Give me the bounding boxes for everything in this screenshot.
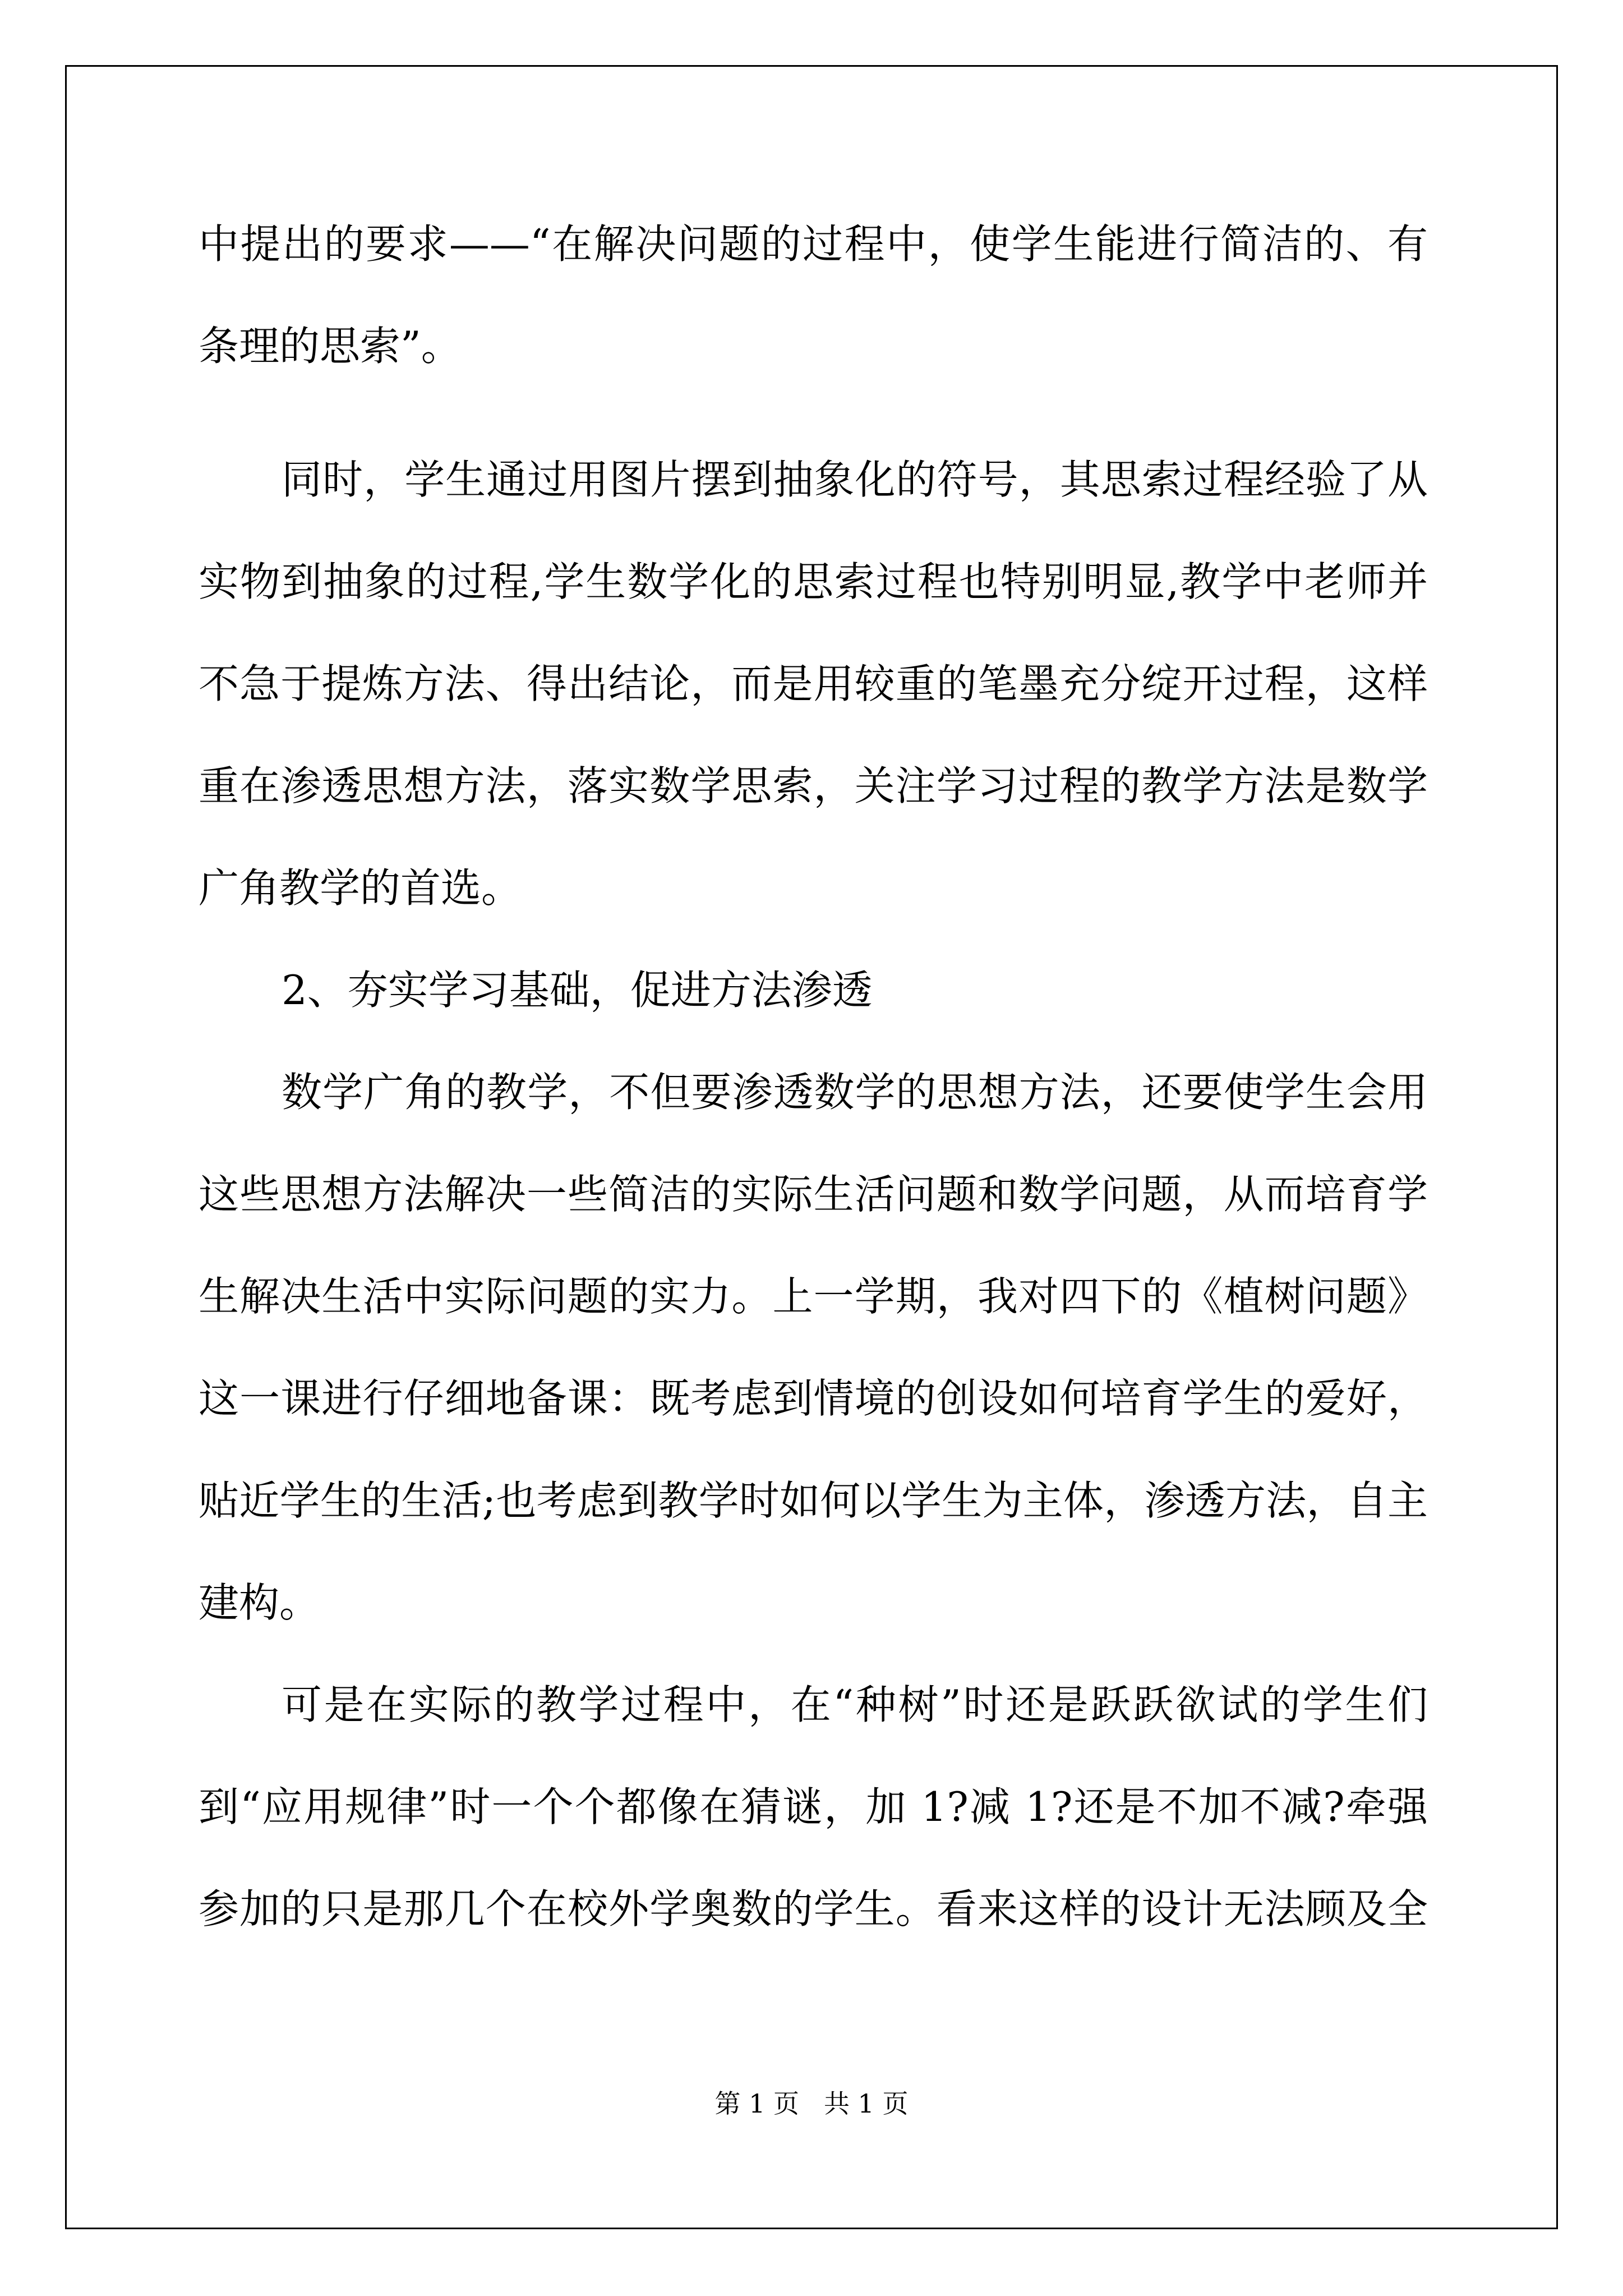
text-line: 贴近学生的生活;也考虑到教学时如何以学生为主体，渗透方法，自主 — [199, 1477, 1428, 1524]
text-line: 不急于提炼方法、得出结论，而是用较重的笔墨充分绽开过程，这样 — [199, 660, 1428, 707]
text-line: 实物到抽象的过程,学生数学化的思索过程也特别明显,教学中老师并 — [199, 558, 1428, 605]
paragraph-first-line: 同时，学生通过用图片摆到抽象化的符号，其思索过程经验了从 — [282, 456, 1428, 503]
paragraph-first-line: 数学广角的教学，不但要渗透数学的思想方法，还要使学生会用 — [282, 1069, 1428, 1116]
text-line: 条理的思索”。 — [199, 323, 462, 370]
paragraph-first-line: 可是在实际的教学过程中，在“种树”时还是跃跃欲试的学生们 — [282, 1681, 1428, 1728]
text-line: 生解决生活中实际问题的实力。上一学期，我对四下的《植树问题》 — [199, 1273, 1428, 1320]
section-heading: 2、夯实学习基础，促进方法渗透 — [282, 967, 873, 1014]
text-line: 建构。 — [199, 1579, 320, 1626]
text-line: 广角教学的首选。 — [199, 864, 522, 912]
text-line: 参加的只是那几个在校外学奥数的学生。看来这样的设计无法顾及全 — [199, 1885, 1428, 1932]
page-total: 共 1 页 — [823, 2088, 909, 2119]
text-line: 重在渗透思想方法，落实数学思索，关注学习过程的教学方法是数学 — [199, 762, 1428, 809]
page-footer — [0, 2087, 1623, 2120]
text-line: 这一课进行仔细地备课：既考虑到情境的创设如何培育学生的爱好， — [199, 1375, 1428, 1422]
page-number: 第 1 页 — [714, 2088, 800, 2119]
text-line: 这些思想方法解决一些简洁的实际生活问题和数学问题，从而培育学 — [199, 1171, 1428, 1218]
text-line: 到“应用规律”时一个个都像在猜谜，加 1?减 1?还是不加不减?牵强 — [199, 1783, 1428, 1830]
text-line: 中提出的要求——“在解决问题的过程中，使学生能进行简洁的、有 — [199, 220, 1428, 268]
